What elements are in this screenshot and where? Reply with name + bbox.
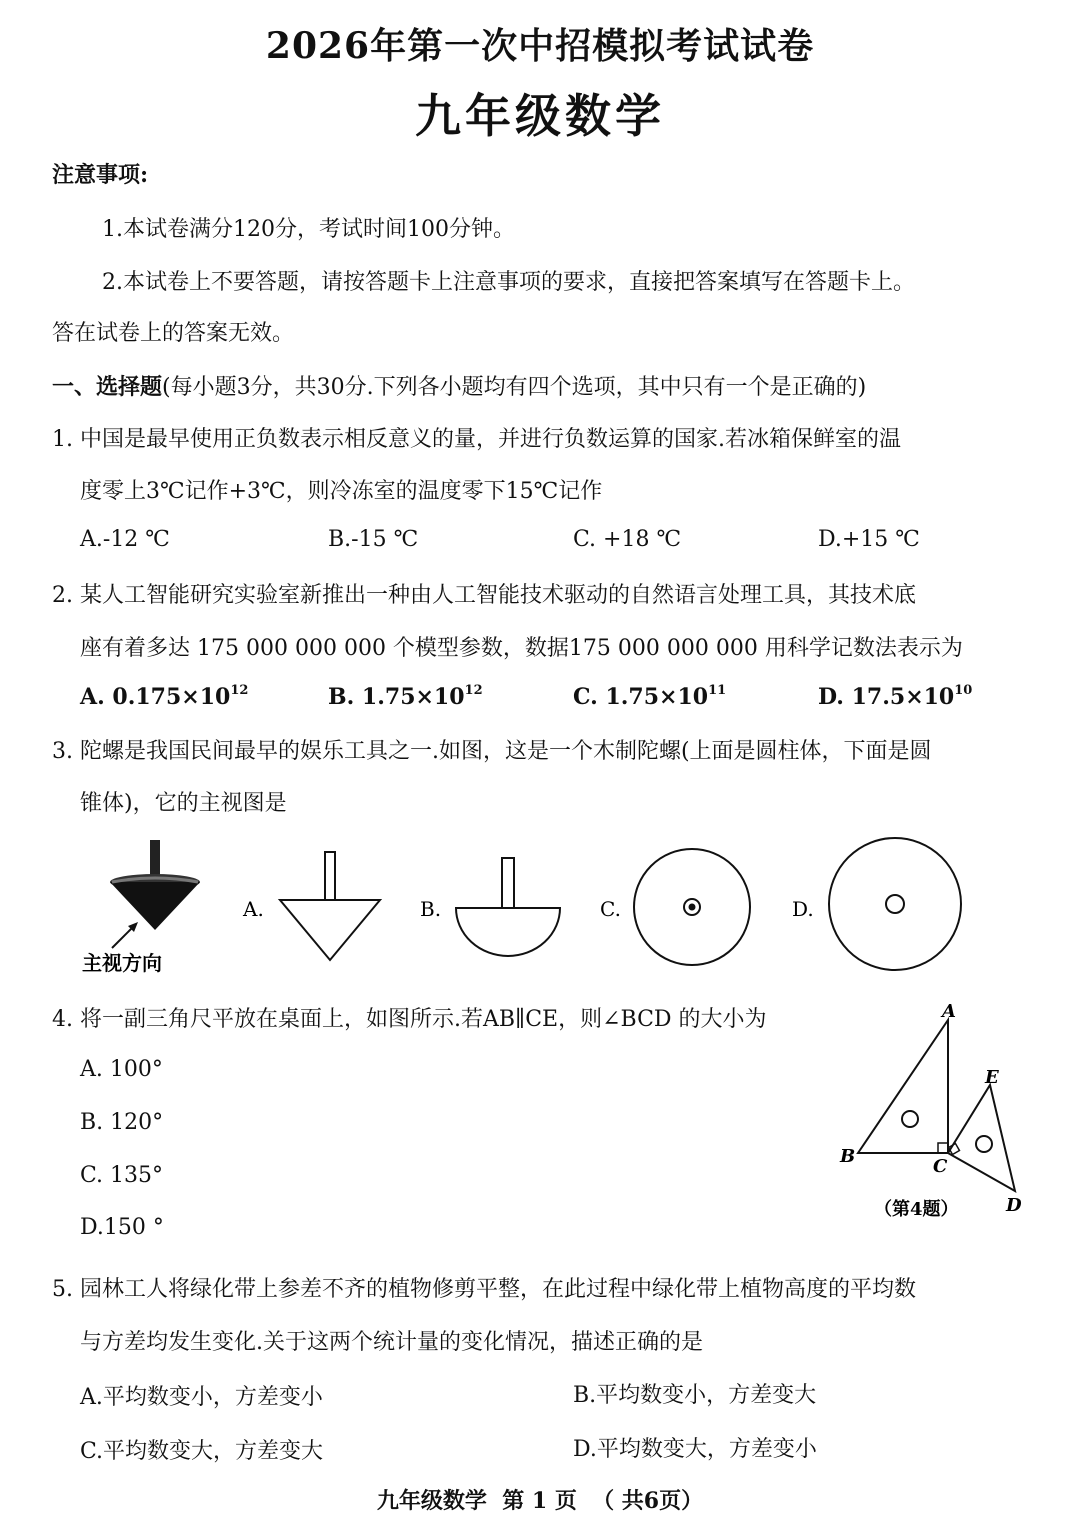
q2-option-c-exponent: 11 [708,683,727,698]
q4-figure-caption: （第4题） [874,1199,959,1220]
q2-option-c-base: C. 1.75×10 [573,684,709,710]
q5-option-b: B.平均数变小，方差变大 [573,1383,817,1408]
section-heading [52,370,866,401]
q2-option-d-base: D. 17.5×10 [818,684,955,710]
q2-option-a-base: A. 0.175×10 [80,684,231,710]
q4-figure [830,995,1040,1230]
q1-text-line2: 度零上3℃记作+3℃，则冷冻室的温度零下15℃记作 [80,479,603,504]
point-c-label: C [933,1156,948,1177]
point-e-label: E [985,1067,999,1088]
q2-option-c [573,684,726,710]
q1-option-c: C. +18 ℃ [573,527,682,552]
q1-option-b: B.-15 ℃ [328,527,419,552]
exam-subject: 九年级数学 [415,89,665,143]
point-d-label: D [1006,1195,1022,1216]
q2-option-d-exponent: 10 [954,683,973,698]
q3-option-a-figure [280,852,380,960]
point-a-label: A [942,1001,956,1022]
view-direction-arrow-icon [112,922,138,948]
view-direction-label: 主视方向 [82,951,162,975]
q4-option-c: C. 135° [80,1163,164,1188]
q3-option-c-figure [634,849,750,965]
notice-item-2-line2: 答在试卷上的答案无效。 [52,321,295,346]
q5-option-d: D.平均数变大，方差变小 [573,1437,817,1462]
q3-option-b-figure [456,858,560,956]
q5-option-c: C.平均数变大，方差变大 [80,1439,324,1464]
page-footer: 九年级数学 第 1 页 （ 共6页） [376,1488,704,1514]
q2-option-d [818,684,972,710]
q2-option-a-exponent: 12 [230,683,249,698]
q4-text-line1: 4. 将一副三角尺平放在桌面上，如图所示.若AB∥CE，则∠BCD 的大小为 [52,1007,767,1032]
notice-item-1: 1.本试卷满分120分，考试时间100分钟。 [102,217,515,242]
q3-option-d-figure [829,838,961,970]
q3-option-a-label: A. [243,897,264,921]
q2-option-b [328,684,483,710]
q5-text-line2: 与方差均发生变化.关于这两个统计量的变化情况，描述正确的是 [80,1330,703,1355]
q4-option-d: D.150 ° [80,1215,164,1240]
q3-option-d-label: D. [792,897,814,921]
q4-option-b: B. 120° [80,1110,164,1135]
q1-text-line1: 1. 中国是最早使用正负数表示相反意义的量，并进行负数运算的国家.若冰箱保鲜室的温 [52,427,901,452]
q2-option-a [80,684,248,710]
q3-text-line1: 3. 陀螺是我国民间最早的娱乐工具之一.如图，这是一个木制陀螺(上面是圆柱体，下面是圆 [52,739,932,764]
q4-option-a: A. 100° [80,1057,163,1082]
q2-option-b-exponent: 12 [464,683,483,698]
q1-option-d: D.+15 ℃ [818,527,920,552]
q3-option-b-label: B. [420,897,442,921]
spinning-top-image [110,840,200,930]
point-b-label: B [840,1146,856,1167]
q5-text-line1: 5. 园林工人将绿化带上参差不齐的植物修剪平整，在此过程中绿化带上植物高度的平均数 [52,1277,916,1302]
section-description: (每小题3分，共30分.下列各小题均有四个选项，其中只有一个是正确的) [162,375,867,400]
q2-text-line2: 座有着多达 175 000 000 000 个模型参数，数据175 000 000 000 用科学记数法表示为 [80,636,963,661]
set-square-isosceles-triangle [948,1085,1015,1191]
set-square-right-triangle [858,1020,948,1153]
section-title: 一、选择题 [52,374,163,400]
exam-title: 2026年第一次中招模拟考试试卷 [265,25,815,67]
q5-option-a: A.平均数变小，方差变小 [80,1385,323,1410]
q1-option-a: A.-12 ℃ [80,527,170,552]
notice-item-2-line1: 2.本试卷上不要答题，请按答题卡上注意事项的要求，直接把答案填写在答题卡上。 [102,270,915,295]
q2-text-line1: 2. 某人工智能研究实验室新推出一种由人工智能技术驱动的自然语言处理工具，其技术底 [52,583,916,608]
notice-heading: 注意事项: [52,162,149,188]
q3-option-c-label: C. [600,897,621,921]
q2-option-b-base: B. 1.75×10 [328,684,465,710]
q3-text-line2: 锥体)，它的主视图是 [80,791,287,816]
q3-figures [80,830,1000,980]
